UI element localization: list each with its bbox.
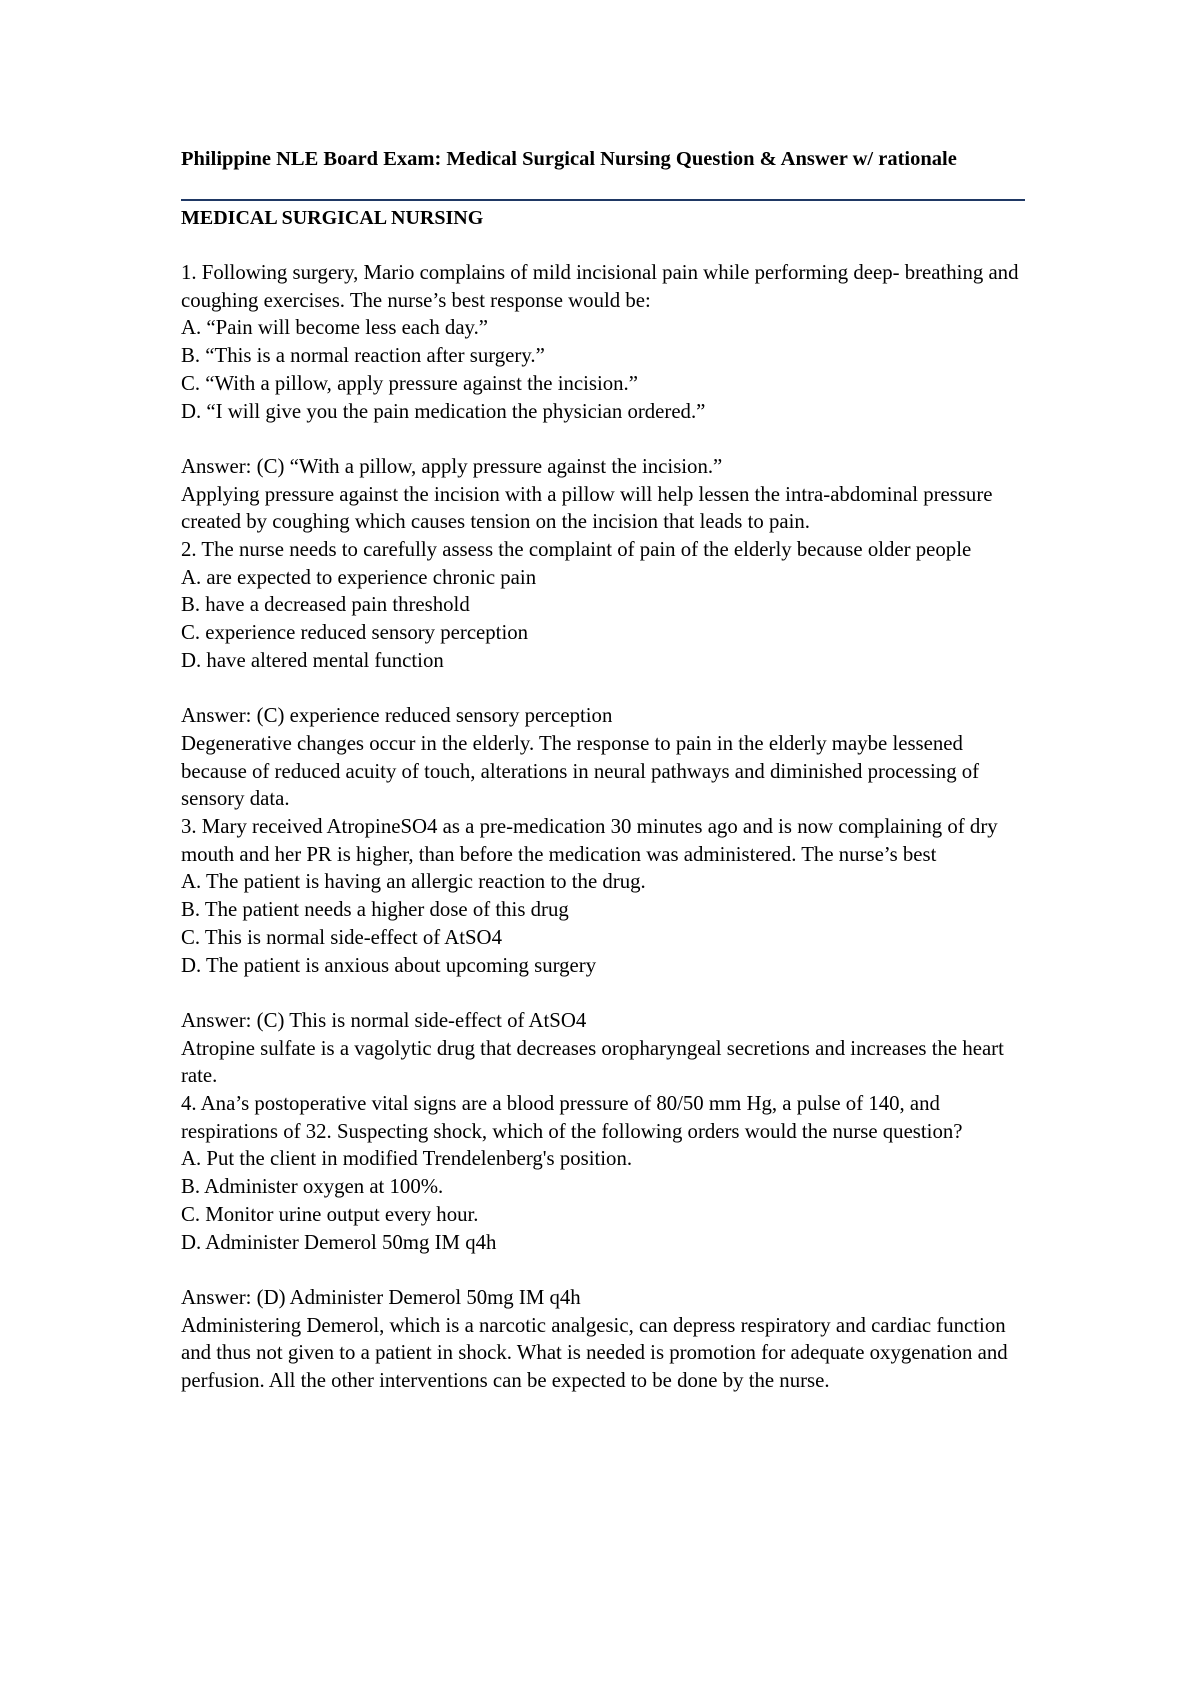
answer-option: D. have altered mental function	[181, 648, 444, 672]
answer-option: B. “This is a normal reaction after surgery.”	[181, 344, 545, 368]
answer-line: Answer: (C) experience reduced sensory perception	[181, 704, 613, 728]
answer-option: A. Put the client in modified Trendelenberg's position.	[181, 1147, 633, 1171]
spacer	[181, 979, 1025, 1007]
answer-option: D. The patient is anxious about upcoming surgery	[181, 953, 597, 977]
answer-option: C. experience reduced sensory perception	[181, 621, 529, 645]
answer-option: A. are expected to experience chronic pain	[181, 565, 537, 589]
spacer	[181, 1256, 1025, 1284]
answer-line: Answer: (D) Administer Demerol 50mg IM q4h	[181, 1285, 581, 1309]
question-block-4	[181, 1090, 1025, 1395]
question-text: 2. The nurse needs to carefully assess the complaint of pain of the elderly because older people	[181, 538, 972, 562]
rationale-text: Applying pressure against the incision with a pillow will help lessen the intra-abdominal pressure created by coughing which causes tension on the incision that leads to pain.	[181, 482, 993, 534]
title-underline	[181, 199, 1025, 201]
question-block-3	[181, 813, 1025, 1090]
question-text: 3. Mary received AtropineSO4 as a pre-medication 30 minutes ago and is now complaining of dry mouth and her PR is higher, than before the medication was administered. The nurse’s best	[181, 815, 998, 866]
answer-option: B. have a decreased pain threshold	[181, 593, 470, 617]
rationale-text: Degenerative changes occur in the elderly. The response to pain in the elderly maybe lessened because of reduced acuity of touch, alterations in neural pathways and diminished processing of sensory data.	[181, 731, 980, 811]
answer-line: Answer: (C) “With a pillow, apply pressure against the incision.”	[181, 454, 723, 478]
question-block-1	[181, 259, 1025, 536]
spacer	[181, 675, 1025, 703]
section-heading: MEDICAL SURGICAL NURSING	[181, 207, 484, 229]
question-block-2	[181, 536, 1025, 813]
answer-option: B. Administer oxygen at 100%.	[181, 1175, 444, 1199]
answer-option: C. Monitor urine output every hour.	[181, 1202, 479, 1226]
answer-line: Answer: (C) This is normal side-effect of AtSO4	[181, 1008, 587, 1032]
answer-option: A. “Pain will become less each day.”	[181, 316, 489, 340]
rationale-text: Administering Demerol, which is a narcotic analgesic, can depress respiratory and cardiac function and thus not given to a patient in shock. What is needed is promotion for adequate oxygenation and perfusion. All the other interventions can be expected to be done by the nurse.	[181, 1313, 1008, 1393]
answer-option: C. This is normal side-effect of AtSO4	[181, 925, 502, 949]
spacer	[181, 425, 1025, 453]
document-title: Philippine NLE Board Exam: Medical Surgical Nursing Question & Answer w/ rationale	[181, 148, 957, 170]
answer-option: C. “With a pillow, apply pressure against the incision.”	[181, 371, 638, 395]
question-text: 1. Following surgery, Mario complains of mild incisional pain while performing deep- breathing and coughing exercises. The nurse’s best response would be:	[181, 261, 1019, 312]
answer-option: B. The patient needs a higher dose of this drug	[181, 898, 569, 922]
rationale-text: Atropine sulfate is a vagolytic drug that decreases oropharyngeal secretions and increases the heart rate.	[181, 1036, 1004, 1088]
answer-option: D. Administer Demerol 50mg IM q4h	[181, 1230, 497, 1254]
questions-body	[181, 259, 1025, 1395]
question-text: 4. Ana’s postoperative vital signs are a blood pressure of 80/50 mm Hg, a pulse of 140, and respirations of 32. Suspecting shock, which of the following orders would the nurse question?	[181, 1092, 963, 1143]
answer-option: D. “I will give you the pain medication the physician ordered.”	[181, 399, 706, 423]
answer-option: A. The patient is having an allergic reaction to the drug.	[181, 870, 646, 894]
